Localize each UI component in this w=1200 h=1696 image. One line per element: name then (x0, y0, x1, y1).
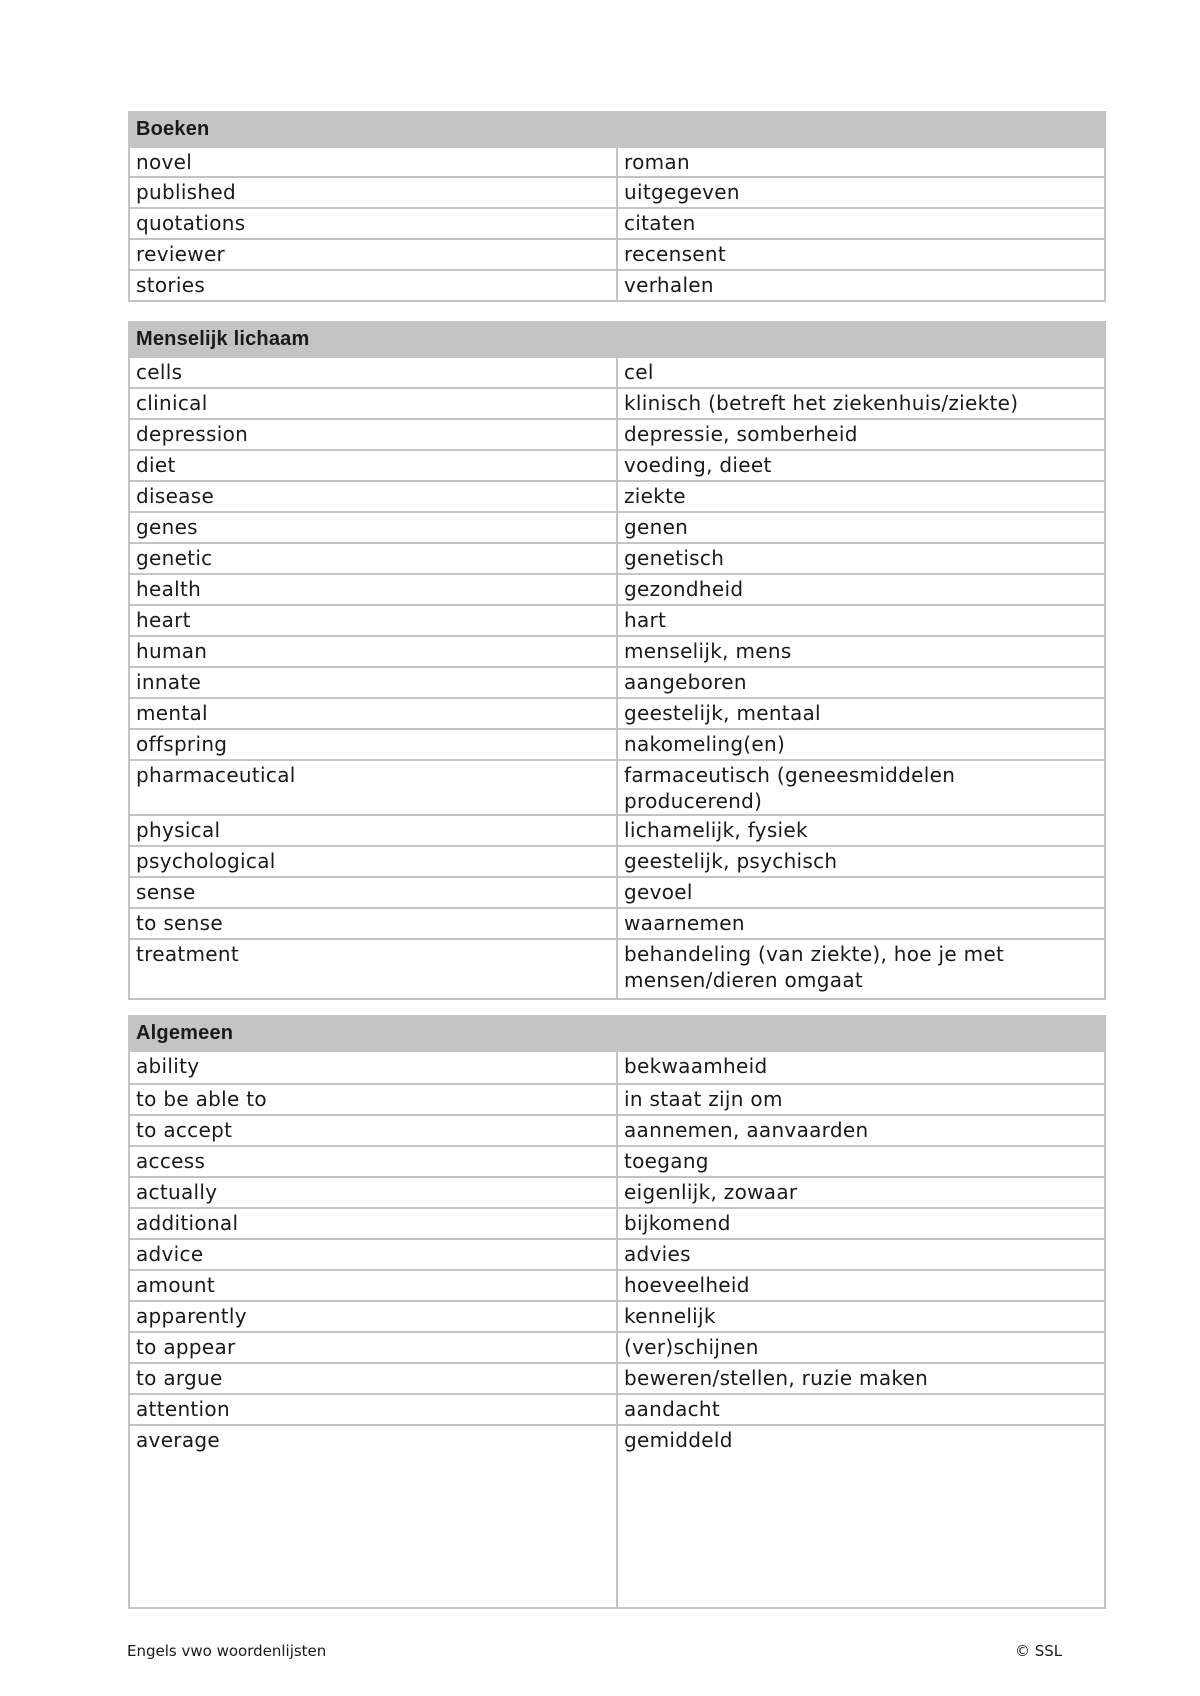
english-term: advice (129, 1239, 617, 1270)
vocab-row (129, 450, 1105, 481)
vocab-table-menselijk-lichaam (128, 321, 1106, 1000)
dutch-translation: aannemen, aanvaarden (617, 1115, 1105, 1146)
dutch-translation: ziekte (617, 481, 1105, 512)
vocab-row (129, 270, 1105, 301)
dutch-translation: toegang (617, 1146, 1105, 1177)
english-term: to appear (129, 1332, 617, 1363)
footer-document-title: Engels vwo woordenlijsten (127, 1642, 327, 1660)
english-term: offspring (129, 729, 617, 760)
english-term: mental (129, 698, 617, 729)
english-term: diet (129, 450, 617, 481)
dutch-translation: farmaceutisch (geneesmiddelen producerend) (617, 760, 1105, 815)
english-term: ability (129, 1051, 617, 1084)
vocab-row (129, 605, 1105, 636)
vocab-row (129, 388, 1105, 419)
dutch-translation: hart (617, 605, 1105, 636)
english-term: depression (129, 419, 617, 450)
english-term: to sense (129, 908, 617, 939)
dutch-translation: kennelijk (617, 1301, 1105, 1332)
vocab-row (129, 815, 1105, 846)
english-term: to be able to (129, 1084, 617, 1115)
vocab-row (129, 1208, 1105, 1239)
dutch-translation: gezondheid (617, 574, 1105, 605)
vocab-row (129, 1177, 1105, 1208)
english-term: heart (129, 605, 617, 636)
dutch-translation: genetisch (617, 543, 1105, 574)
dutch-translation: behandeling (van ziekte), hoe je met mensen/dieren omgaat (617, 939, 1105, 999)
section-rows (129, 112, 1105, 301)
dutch-translation: uitgegeven (617, 177, 1105, 208)
dutch-translation: aandacht (617, 1394, 1105, 1425)
dutch-translation: gemiddeld (617, 1425, 1105, 1608)
english-term: apparently (129, 1301, 617, 1332)
english-term: innate (129, 667, 617, 698)
vocab-row (129, 1146, 1105, 1177)
vocab-row (129, 543, 1105, 574)
vocab-row (129, 208, 1105, 239)
vocab-row (129, 357, 1105, 388)
english-term: physical (129, 815, 617, 846)
vocab-row (129, 760, 1105, 815)
english-term: attention (129, 1394, 617, 1425)
vocab-row (129, 729, 1105, 760)
dutch-translation: recensent (617, 239, 1105, 270)
english-term: average (129, 1425, 617, 1608)
vocab-row (129, 1301, 1105, 1332)
section-title: Boeken (129, 112, 1105, 147)
dutch-translation: klinisch (betreft het ziekenhuis/ziekte) (617, 388, 1105, 419)
english-term: health (129, 574, 617, 605)
dutch-translation: geestelijk, psychisch (617, 846, 1105, 877)
dutch-translation: verhalen (617, 270, 1105, 301)
section-header-row (129, 322, 1105, 357)
english-term: genes (129, 512, 617, 543)
vocab-row (129, 1084, 1105, 1115)
dutch-translation: bijkomend (617, 1208, 1105, 1239)
footer-copyright: © SSL (1015, 1642, 1063, 1660)
vocab-row (129, 939, 1105, 999)
vocab-row (129, 877, 1105, 908)
english-term: stories (129, 270, 617, 301)
dutch-translation: beweren/stellen, ruzie maken (617, 1363, 1105, 1394)
vocab-row (129, 574, 1105, 605)
vocab-row (129, 846, 1105, 877)
english-term: to argue (129, 1363, 617, 1394)
dutch-translation: cel (617, 357, 1105, 388)
english-term: actually (129, 1177, 617, 1208)
vocab-row (129, 419, 1105, 450)
vocab-row (129, 1363, 1105, 1394)
dutch-translation: genen (617, 512, 1105, 543)
section-header-row (129, 112, 1105, 147)
english-term: quotations (129, 208, 617, 239)
english-term: access (129, 1146, 617, 1177)
dutch-translation: nakomeling(en) (617, 729, 1105, 760)
english-term: reviewer (129, 239, 617, 270)
english-term: to accept (129, 1115, 617, 1146)
english-term: sense (129, 877, 617, 908)
vocab-row (129, 481, 1105, 512)
english-term: novel (129, 147, 617, 177)
dutch-translation: lichamelijk, fysiek (617, 815, 1105, 846)
vocab-row (129, 1270, 1105, 1301)
vocab-row (129, 1115, 1105, 1146)
dutch-translation: waarnemen (617, 908, 1105, 939)
dutch-translation: geestelijk, mentaal (617, 698, 1105, 729)
dutch-translation: advies (617, 1239, 1105, 1270)
english-term: human (129, 636, 617, 667)
dutch-translation: eigenlijk, zowaar (617, 1177, 1105, 1208)
vocab-row (129, 908, 1105, 939)
dutch-translation: roman (617, 147, 1105, 177)
vocab-row (129, 1394, 1105, 1425)
dutch-translation: voeding, dieet (617, 450, 1105, 481)
dutch-translation: in staat zijn om (617, 1084, 1105, 1115)
english-term: disease (129, 481, 617, 512)
vocab-row (129, 698, 1105, 729)
dutch-translation: gevoel (617, 877, 1105, 908)
section-rows (129, 322, 1105, 999)
english-term: psychological (129, 846, 617, 877)
vocab-row (129, 667, 1105, 698)
english-term: cells (129, 357, 617, 388)
vocab-table-boeken (128, 111, 1106, 302)
section-title: Menselijk lichaam (129, 322, 1105, 357)
dutch-translation: hoeveelheid (617, 1270, 1105, 1301)
section-title: Algemeen (129, 1016, 1105, 1051)
english-term: genetic (129, 543, 617, 574)
vocab-row (129, 239, 1105, 270)
vocab-row (129, 1425, 1105, 1608)
section-header-row (129, 1016, 1105, 1051)
dutch-translation: (ver)schijnen (617, 1332, 1105, 1363)
english-term: additional (129, 1208, 617, 1239)
english-term: amount (129, 1270, 617, 1301)
vocab-row (129, 1332, 1105, 1363)
dutch-translation: bekwaamheid (617, 1051, 1105, 1084)
vocab-table-algemeen (128, 1015, 1106, 1609)
vocab-row (129, 177, 1105, 208)
english-term: clinical (129, 388, 617, 419)
vocab-row (129, 147, 1105, 177)
vocab-row (129, 512, 1105, 543)
english-term: published (129, 177, 617, 208)
english-term: pharmaceutical (129, 760, 617, 815)
dutch-translation: depressie, somberheid (617, 419, 1105, 450)
dutch-translation: menselijk, mens (617, 636, 1105, 667)
dutch-translation: aangeboren (617, 667, 1105, 698)
vocab-row (129, 1051, 1105, 1084)
vocab-row (129, 636, 1105, 667)
section-rows (129, 1016, 1105, 1608)
vocab-row (129, 1239, 1105, 1270)
dutch-translation: citaten (617, 208, 1105, 239)
english-term: treatment (129, 939, 617, 999)
